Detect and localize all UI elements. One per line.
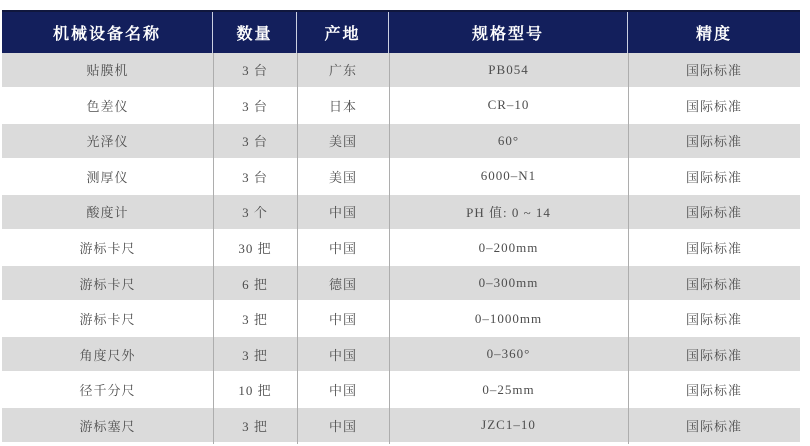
table-row xyxy=(2,53,800,89)
table-cell: 3 个 xyxy=(242,205,268,221)
table-cell: 游标塞尺 xyxy=(79,418,136,434)
table-cell: 国际标准 xyxy=(685,383,742,399)
table-cell: PH 值: 0 ~ 14 xyxy=(466,205,551,221)
table-cell: 德国 xyxy=(328,276,357,292)
table-cell: 国际标准 xyxy=(685,205,742,221)
table-cell: 广东 xyxy=(328,63,357,79)
table-cell: 中国 xyxy=(328,205,357,221)
table-cell: 30 把 xyxy=(238,241,272,256)
column-divider xyxy=(297,53,298,444)
table-row xyxy=(2,89,800,125)
header-cell-precision: 精度 xyxy=(695,26,732,43)
table-cell: CR–10 xyxy=(487,97,530,113)
table-row xyxy=(2,160,800,196)
table-cell: 国际标准 xyxy=(685,276,742,292)
table-cell: 3 台 xyxy=(242,63,268,79)
table-row xyxy=(2,231,800,267)
header-cell-spec-model: 规格型号 xyxy=(389,12,628,53)
table-cell: 游标卡尺 xyxy=(79,241,136,256)
table-cell: 国际标准 xyxy=(685,241,742,256)
table-cell: 国际标准 xyxy=(685,134,742,150)
table-cell: 3 把 xyxy=(242,347,268,363)
table-cell: 0–1000mm xyxy=(474,310,543,326)
table-cell: 美国 xyxy=(328,134,357,150)
column-divider xyxy=(213,53,214,444)
table-body xyxy=(2,53,800,444)
table-cell: 美国 xyxy=(328,169,357,185)
table-cell: 中国 xyxy=(328,347,357,363)
table-cell: 国际标准 xyxy=(685,347,742,363)
table-cell: 日本 xyxy=(328,98,357,114)
table-cell: 国际标准 xyxy=(685,418,742,434)
table-cell: 径千分尺 xyxy=(79,383,136,399)
table-cell: 酸度计 xyxy=(86,205,129,221)
table-cell: 国际标准 xyxy=(685,63,742,79)
header-cell-equipment-name: 机械设备名称 xyxy=(2,12,213,53)
table-row xyxy=(2,266,800,302)
table-cell: 国际标准 xyxy=(685,169,742,185)
table-header-row xyxy=(2,10,800,53)
table-cell: 中国 xyxy=(328,241,357,256)
table-row xyxy=(2,124,800,160)
column-divider xyxy=(389,53,390,444)
table-row xyxy=(2,302,800,338)
table-cell: 3 把 xyxy=(242,418,268,434)
table-cell: 中国 xyxy=(328,418,357,434)
table-cell: 中国 xyxy=(328,383,357,399)
table-cell: 3 台 xyxy=(242,169,268,185)
table-cell: 0–300mm xyxy=(478,275,539,291)
table-cell: 3 台 xyxy=(242,134,268,150)
table-cell: JZC1–10 xyxy=(481,417,536,433)
table-row xyxy=(2,195,800,231)
table-cell: 游标卡尺 xyxy=(79,276,136,292)
table-cell: 0–25mm xyxy=(482,381,535,397)
table-cell: 中国 xyxy=(328,312,357,328)
header-cell-quantity: 数量 xyxy=(213,12,297,53)
table-cell: PB054 xyxy=(488,61,529,77)
table-cell: 6000–N1 xyxy=(480,168,537,184)
table-cell: 0–360° xyxy=(486,346,531,362)
table-row xyxy=(2,408,800,444)
equipment-table xyxy=(2,10,800,446)
table-cell: 3 台 xyxy=(242,98,268,114)
table-cell: 60° xyxy=(497,132,520,148)
table-cell: 贴膜机 xyxy=(86,63,129,79)
table-row xyxy=(2,373,800,409)
table-cell: 国际标准 xyxy=(685,312,742,328)
table-cell: 色差仪 xyxy=(86,98,129,114)
table-cell: 0–200mm xyxy=(478,239,539,255)
table-cell: 10 把 xyxy=(238,383,272,399)
table-cell: 国际标准 xyxy=(685,98,742,114)
table-cell: 3 把 xyxy=(242,312,268,328)
column-divider xyxy=(628,53,629,444)
header-cell-origin: 产地 xyxy=(297,12,389,53)
table-cell: 测厚仪 xyxy=(86,169,129,185)
table-cell: 角度尺外 xyxy=(79,347,136,363)
table-cell: 光泽仪 xyxy=(86,134,129,150)
table-cell: 游标卡尺 xyxy=(79,312,136,328)
table-cell: 6 把 xyxy=(242,276,268,292)
table-row xyxy=(2,337,800,373)
